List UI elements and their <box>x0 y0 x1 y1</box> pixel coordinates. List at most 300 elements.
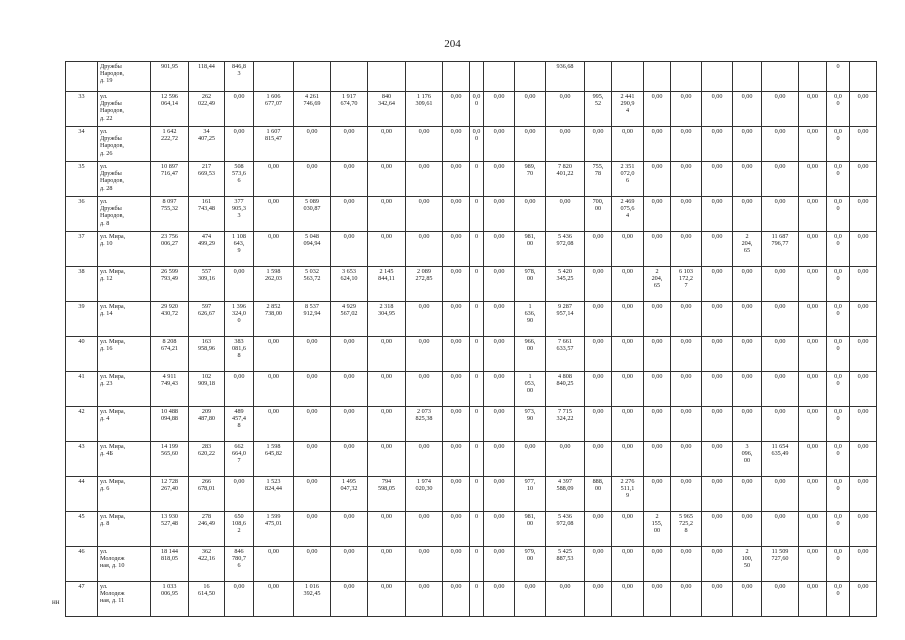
value-cell: 0,00 <box>644 197 671 232</box>
table-row <box>66 407 877 442</box>
value-cell: 0,00 <box>585 442 612 477</box>
value-cell: 995, 52 <box>585 92 612 127</box>
value-cell: 0,00 <box>644 582 671 617</box>
value-cell <box>585 62 612 92</box>
value-cell: 23 756 006,27 <box>151 232 189 267</box>
value-cell: 0,00 <box>799 92 827 127</box>
address-cell: ул. Мира, д. 4Б <box>98 442 151 477</box>
value-cell <box>331 62 368 92</box>
value-cell: 0,00 <box>850 302 877 337</box>
value-cell: 5 436 972,08 <box>546 512 585 547</box>
value-cell: 0,00 <box>331 407 368 442</box>
value-cell: 0,00 <box>762 372 799 407</box>
value-cell: 161 743,48 <box>189 197 225 232</box>
value-cell: 0,00 <box>406 372 443 407</box>
value-cell: 5 425 887,53 <box>546 547 585 582</box>
value-cell: 0,00 <box>733 302 762 337</box>
value-cell: 0,00 <box>671 127 702 162</box>
value-cell: 0,00 <box>515 92 546 127</box>
table-row <box>66 197 877 232</box>
value-cell: 0,00 <box>671 92 702 127</box>
value-cell: 0,00 <box>799 407 827 442</box>
value-cell: 0,00 <box>546 442 585 477</box>
value-cell: 0,00 <box>484 547 515 582</box>
value-cell: 2 204, 65 <box>733 232 762 267</box>
value-cell: 0 <box>470 372 484 407</box>
value-cell: 0,00 <box>254 372 294 407</box>
value-cell: 936,68 <box>546 62 585 92</box>
value-cell: 383 081,6 8 <box>225 337 254 372</box>
value-cell: 2 155, 00 <box>644 512 671 547</box>
value-cell: 0,00 <box>294 442 331 477</box>
value-cell: 0,00 <box>546 197 585 232</box>
value-cell: 0,00 <box>644 442 671 477</box>
value-cell: 0,00 <box>443 267 470 302</box>
row-number-cell <box>66 62 98 92</box>
value-cell: 0,00 <box>850 582 877 617</box>
value-cell: 0,0 0 <box>827 477 850 512</box>
value-cell <box>470 62 484 92</box>
value-cell: 2 852 738,00 <box>254 302 294 337</box>
table-row <box>66 127 877 162</box>
value-cell: 0,00 <box>294 512 331 547</box>
value-cell: 0,00 <box>484 92 515 127</box>
value-cell: 0 <box>470 407 484 442</box>
value-cell: 0,00 <box>612 127 644 162</box>
address-cell: ул. Мира, д. 8 <box>98 512 151 547</box>
value-cell: 0,00 <box>799 337 827 372</box>
value-cell: 1 396 324,0 0 <box>225 302 254 337</box>
value-cell: 0,00 <box>254 162 294 197</box>
value-cell: 840 342,64 <box>368 92 406 127</box>
row-number-cell: 40 <box>66 337 98 372</box>
value-cell: 557 309,16 <box>189 267 225 302</box>
value-cell: 0,00 <box>702 127 733 162</box>
value-cell: 0,00 <box>331 442 368 477</box>
value-cell: 0 <box>470 232 484 267</box>
value-cell: 0,00 <box>799 372 827 407</box>
value-cell: 0,00 <box>406 127 443 162</box>
value-cell: 0,00 <box>406 337 443 372</box>
value-cell: 0,00 <box>762 337 799 372</box>
value-cell: 262 022,49 <box>189 92 225 127</box>
value-cell: 0,00 <box>644 372 671 407</box>
value-cell: 0,00 <box>443 197 470 232</box>
value-cell: 4 808 840,25 <box>546 372 585 407</box>
value-cell: 0,00 <box>850 512 877 547</box>
value-cell: 209 487,80 <box>189 407 225 442</box>
row-number-cell: 41 <box>66 372 98 407</box>
row-number-cell: 46 <box>66 547 98 582</box>
value-cell: 0,00 <box>406 197 443 232</box>
value-cell: 474 499,29 <box>189 232 225 267</box>
value-cell: 266 678,01 <box>189 477 225 512</box>
value-cell: 0,00 <box>762 267 799 302</box>
value-cell: 0,00 <box>671 477 702 512</box>
value-cell: 979, 00 <box>515 547 546 582</box>
value-cell: 0,00 <box>671 442 702 477</box>
value-cell: 0,00 <box>644 92 671 127</box>
value-cell: 0,00 <box>331 232 368 267</box>
value-cell: 0,00 <box>443 302 470 337</box>
value-cell <box>702 62 733 92</box>
value-cell: 0,00 <box>254 197 294 232</box>
value-cell: 0,00 <box>368 582 406 617</box>
value-cell: 11 509 727,60 <box>762 547 799 582</box>
table-row <box>66 477 877 512</box>
value-cell: 0,00 <box>644 477 671 512</box>
value-cell: 29 920 430,72 <box>151 302 189 337</box>
value-cell: 4 261 746,69 <box>294 92 331 127</box>
value-cell: 981, 00 <box>515 232 546 267</box>
value-cell: 0,00 <box>850 442 877 477</box>
value-cell: 7 820 401,22 <box>546 162 585 197</box>
value-cell: 0,00 <box>762 162 799 197</box>
value-cell: 0,00 <box>484 512 515 547</box>
value-cell: 0,0 0 <box>827 512 850 547</box>
value-cell: 755, 78 <box>585 162 612 197</box>
value-cell: 0,00 <box>331 547 368 582</box>
table-row <box>66 162 877 197</box>
value-cell: 0,00 <box>254 337 294 372</box>
value-cell: 0,00 <box>612 582 644 617</box>
value-cell: 2 441 290,9 4 <box>612 92 644 127</box>
value-cell: 0,00 <box>254 547 294 582</box>
footer-note: нн <box>52 598 60 606</box>
value-cell: 0,00 <box>406 547 443 582</box>
value-cell: 0,00 <box>644 162 671 197</box>
value-cell: 0,00 <box>733 127 762 162</box>
value-cell: 0,0 0 <box>827 197 850 232</box>
value-cell: 2 100, 50 <box>733 547 762 582</box>
data-table <box>65 61 877 617</box>
value-cell: 0,00 <box>443 442 470 477</box>
value-cell: 0,0 0 <box>827 337 850 372</box>
value-cell: 0,00 <box>484 582 515 617</box>
value-cell: 489 457,4 8 <box>225 407 254 442</box>
value-cell: 0,00 <box>671 302 702 337</box>
value-cell: 0,00 <box>406 442 443 477</box>
value-cell: 1 607 815,47 <box>254 127 294 162</box>
value-cell: 0,0 0 <box>827 267 850 302</box>
value-cell: 0,00 <box>762 512 799 547</box>
value-cell: 0,00 <box>612 267 644 302</box>
value-cell <box>368 62 406 92</box>
value-cell <box>644 62 671 92</box>
value-cell: 18 144 818,05 <box>151 547 189 582</box>
address-cell: ул. Мира, д. 23 <box>98 372 151 407</box>
value-cell: 846 780,7 6 <box>225 547 254 582</box>
value-cell: 0,00 <box>546 127 585 162</box>
value-cell: 0,00 <box>585 302 612 337</box>
value-cell: 0,00 <box>484 337 515 372</box>
table-row <box>66 267 877 302</box>
value-cell: 978, 00 <box>515 267 546 302</box>
value-cell: 2 204, 65 <box>644 267 671 302</box>
value-cell: 0,00 <box>671 162 702 197</box>
value-cell: 6 103 172,2 7 <box>671 267 702 302</box>
value-cell: 0,00 <box>733 337 762 372</box>
value-cell: 0,00 <box>484 302 515 337</box>
value-cell: 0,00 <box>585 267 612 302</box>
value-cell: 0,00 <box>368 547 406 582</box>
value-cell: 0,00 <box>484 162 515 197</box>
value-cell: 0,00 <box>733 582 762 617</box>
value-cell: 0,00 <box>585 512 612 547</box>
value-cell: 0,00 <box>799 442 827 477</box>
value-cell: 0,00 <box>443 127 470 162</box>
value-cell: 1 495 047,32 <box>331 477 368 512</box>
value-cell: 2 073 825,38 <box>406 407 443 442</box>
value-cell: 0,0 0 <box>827 232 850 267</box>
value-cell: 0,0 0 <box>827 442 850 477</box>
value-cell <box>294 62 331 92</box>
value-cell: 8 097 755,32 <box>151 197 189 232</box>
value-cell: 278 246,49 <box>189 512 225 547</box>
value-cell: 0 <box>470 197 484 232</box>
value-cell: 5 420 345,25 <box>546 267 585 302</box>
value-cell: 0,00 <box>702 232 733 267</box>
address-cell: ул. Дружбы Народов, д. 8 <box>98 197 151 232</box>
value-cell: 7 715 324,22 <box>546 407 585 442</box>
value-cell: 1 599 475,01 <box>254 512 294 547</box>
value-cell: 0,00 <box>702 407 733 442</box>
value-cell: 163 958,96 <box>189 337 225 372</box>
value-cell: 888, 00 <box>585 477 612 512</box>
value-cell: 11 687 796,77 <box>762 232 799 267</box>
value-cell: 0,00 <box>331 582 368 617</box>
address-cell: ул. Молодеж ная, д. 10 <box>98 547 151 582</box>
value-cell: 2 351 072,0 6 <box>612 162 644 197</box>
value-cell: 12 596 064,14 <box>151 92 189 127</box>
value-cell: 3 096, 00 <box>733 442 762 477</box>
value-cell: 0,00 <box>671 337 702 372</box>
value-cell: 0,00 <box>585 337 612 372</box>
row-number-cell: 36 <box>66 197 98 232</box>
value-cell: 0,00 <box>484 197 515 232</box>
value-cell: 0,00 <box>762 302 799 337</box>
value-cell: 0,00 <box>225 372 254 407</box>
value-cell: 0,00 <box>702 267 733 302</box>
page-number: 204 <box>444 38 461 50</box>
value-cell: 981, 00 <box>515 512 546 547</box>
value-cell: 0,00 <box>733 477 762 512</box>
value-cell: 901,95 <box>151 62 189 92</box>
value-cell: 0,00 <box>644 127 671 162</box>
value-cell: 0,00 <box>799 267 827 302</box>
value-cell: 0,00 <box>671 197 702 232</box>
value-cell: 0,00 <box>585 547 612 582</box>
value-cell: 0,00 <box>368 232 406 267</box>
value-cell: 1 636, 90 <box>515 302 546 337</box>
row-number-cell: 45 <box>66 512 98 547</box>
value-cell: 973, 90 <box>515 407 546 442</box>
value-cell: 0,00 <box>294 162 331 197</box>
value-cell: 0,00 <box>702 337 733 372</box>
value-cell: 0 <box>827 62 850 92</box>
value-cell <box>671 62 702 92</box>
address-cell: ул. Дружбы Народов, д. 26 <box>98 127 151 162</box>
value-cell: 0,00 <box>225 127 254 162</box>
table-row <box>66 582 877 617</box>
address-cell: ул. Мира, д. 16 <box>98 337 151 372</box>
value-cell: 0,00 <box>850 92 877 127</box>
row-number-cell: 39 <box>66 302 98 337</box>
value-cell: 0,00 <box>254 407 294 442</box>
value-cell: 283 620,22 <box>189 442 225 477</box>
value-cell: 1 176 309,61 <box>406 92 443 127</box>
value-cell <box>484 62 515 92</box>
row-number-cell: 35 <box>66 162 98 197</box>
value-cell: 0,00 <box>443 372 470 407</box>
value-cell: 0,00 <box>585 372 612 407</box>
address-cell: ул. Мира, д. 10 <box>98 232 151 267</box>
value-cell: 0,00 <box>294 407 331 442</box>
value-cell: 0,00 <box>515 197 546 232</box>
value-cell: 0,00 <box>799 162 827 197</box>
value-cell: 0,0 0 <box>827 127 850 162</box>
value-cell: 1 598 645,82 <box>254 442 294 477</box>
value-cell: 0 <box>470 302 484 337</box>
value-cell: 0,00 <box>702 162 733 197</box>
value-cell: 0,00 <box>443 477 470 512</box>
value-cell: 0,00 <box>331 197 368 232</box>
value-cell: 0,00 <box>799 477 827 512</box>
value-cell: 0,00 <box>484 442 515 477</box>
value-cell: 0,00 <box>733 92 762 127</box>
value-cell: 0,0 0 <box>827 92 850 127</box>
value-cell: 0,00 <box>733 372 762 407</box>
value-cell: 0,00 <box>484 127 515 162</box>
value-cell: 0,00 <box>254 232 294 267</box>
value-cell: 2 469 075,6 4 <box>612 197 644 232</box>
value-cell: 0,00 <box>644 232 671 267</box>
value-cell: 0,00 <box>850 547 877 582</box>
value-cell: 0 <box>470 267 484 302</box>
value-cell: 5 965 725,2 8 <box>671 512 702 547</box>
value-cell: 0,00 <box>733 267 762 302</box>
value-cell: 0,00 <box>443 547 470 582</box>
address-cell: ул. Мира, д. 14 <box>98 302 151 337</box>
value-cell: 0,00 <box>443 582 470 617</box>
value-cell: 10 488 094,88 <box>151 407 189 442</box>
value-cell: 0,00 <box>799 582 827 617</box>
row-number-cell: 44 <box>66 477 98 512</box>
value-cell: 16 614,50 <box>189 582 225 617</box>
value-cell: 0,00 <box>762 92 799 127</box>
value-cell: 0,00 <box>799 127 827 162</box>
value-cell: 0,00 <box>799 197 827 232</box>
value-cell: 0,00 <box>850 407 877 442</box>
value-cell: 0,00 <box>612 372 644 407</box>
value-cell: 0,00 <box>850 127 877 162</box>
value-cell <box>254 62 294 92</box>
value-cell: 0,00 <box>331 512 368 547</box>
address-cell: ул. Мира, д. 12 <box>98 267 151 302</box>
value-cell: 118,44 <box>189 62 225 92</box>
value-cell: 3 653 624,10 <box>331 267 368 302</box>
value-cell: 0 <box>470 477 484 512</box>
value-cell: 377 905,3 3 <box>225 197 254 232</box>
value-cell <box>733 62 762 92</box>
value-cell: 0,00 <box>225 477 254 512</box>
value-cell: 1 108 643, 9 <box>225 232 254 267</box>
value-cell: 0,00 <box>585 232 612 267</box>
value-cell: 0,00 <box>225 92 254 127</box>
value-cell <box>612 62 644 92</box>
value-cell: 0,00 <box>443 337 470 372</box>
value-cell: 0,00 <box>733 407 762 442</box>
value-cell <box>515 62 546 92</box>
value-cell: 0,00 <box>406 162 443 197</box>
value-cell: 0,0 0 <box>827 407 850 442</box>
value-cell: 0 <box>470 512 484 547</box>
value-cell: 0,00 <box>443 512 470 547</box>
value-cell: 0,00 <box>331 372 368 407</box>
value-cell: 0,00 <box>762 407 799 442</box>
value-cell: 0,00 <box>762 477 799 512</box>
value-cell: 0,00 <box>702 477 733 512</box>
value-cell: 9 287 957,14 <box>546 302 585 337</box>
table-row <box>66 62 877 92</box>
value-cell: 0,00 <box>762 197 799 232</box>
value-cell: 0,00 <box>762 582 799 617</box>
value-cell: 0 <box>470 582 484 617</box>
row-number-cell: 42 <box>66 407 98 442</box>
value-cell: 0,00 <box>406 512 443 547</box>
table-row <box>66 547 877 582</box>
value-cell: 1 917 674,70 <box>331 92 368 127</box>
value-cell: 0,00 <box>294 477 331 512</box>
table-row <box>66 442 877 477</box>
value-cell: 4 929 567,02 <box>331 302 368 337</box>
value-cell: 0,00 <box>484 477 515 512</box>
value-cell: 0,00 <box>799 547 827 582</box>
value-cell: 0,00 <box>850 477 877 512</box>
value-cell <box>406 62 443 92</box>
table-row <box>66 372 877 407</box>
value-cell: 5 032 563,72 <box>294 267 331 302</box>
value-cell: 0,0 0 <box>827 162 850 197</box>
value-cell: 0 <box>470 162 484 197</box>
value-cell: 5 048 094,94 <box>294 232 331 267</box>
value-cell: 0,00 <box>368 407 406 442</box>
value-cell: 13 930 527,48 <box>151 512 189 547</box>
value-cell: 12 728 267,40 <box>151 477 189 512</box>
value-cell: 0,00 <box>368 512 406 547</box>
row-number-cell: 38 <box>66 267 98 302</box>
value-cell: 0,0 0 <box>827 372 850 407</box>
value-cell: 977, 10 <box>515 477 546 512</box>
value-cell: 1 598 262,03 <box>254 267 294 302</box>
value-cell: 0,00 <box>850 337 877 372</box>
value-cell: 0,00 <box>368 337 406 372</box>
value-cell: 0,00 <box>762 127 799 162</box>
address-cell: ул. Молодеж ная, д. 11 <box>98 582 151 617</box>
value-cell: 0,00 <box>515 582 546 617</box>
value-cell: 2 318 304,95 <box>368 302 406 337</box>
value-cell: 0,00 <box>612 512 644 547</box>
value-cell: 4 397 588,09 <box>546 477 585 512</box>
value-cell: 4 911 749,43 <box>151 372 189 407</box>
value-cell: 1 523 824,44 <box>254 477 294 512</box>
value-cell: 0,00 <box>612 407 644 442</box>
value-cell: 0,00 <box>331 162 368 197</box>
value-cell: 0,00 <box>515 442 546 477</box>
value-cell: 5 436 972,08 <box>546 232 585 267</box>
value-cell: 989, 70 <box>515 162 546 197</box>
row-number-cell: 37 <box>66 232 98 267</box>
